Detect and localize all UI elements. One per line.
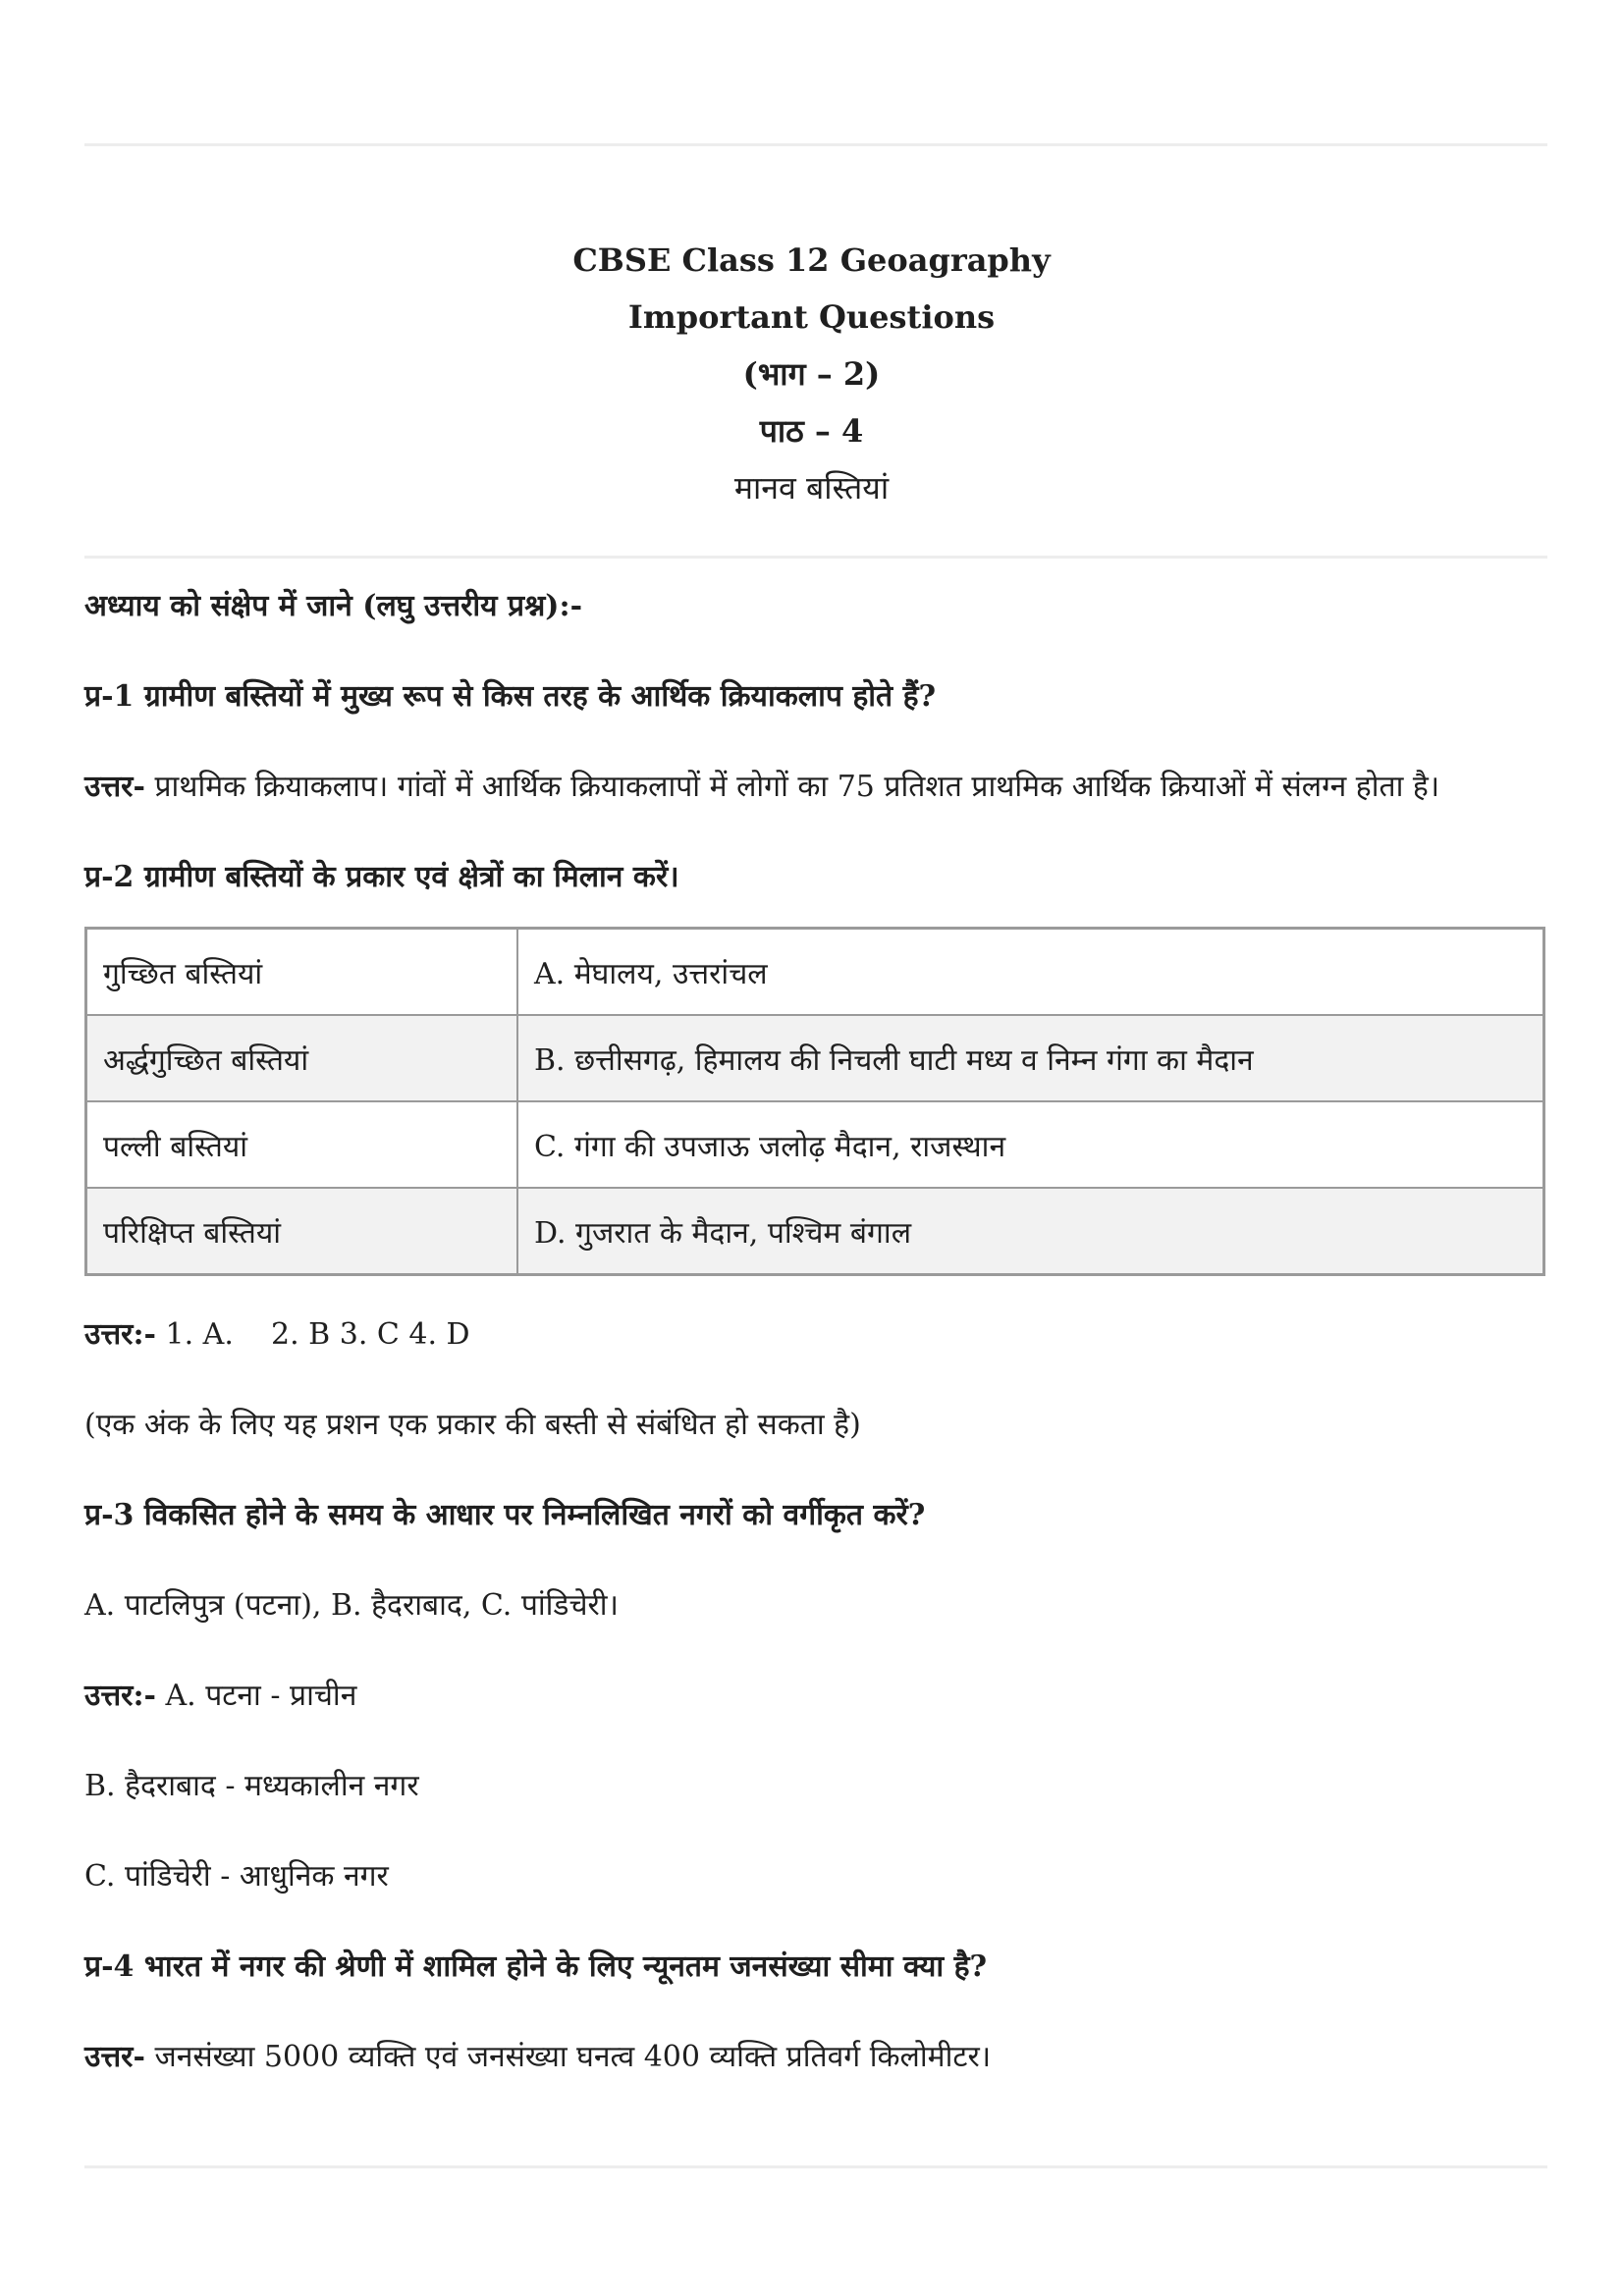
question-4: प्र-4 भारत में नगर की श्रेणी में शामिल होने के लिए न्यूनतम जनसंख्या सीमा क्या है? [84,1949,988,1984]
answer-1 [84,768,1547,807]
document-body [84,587,1547,2077]
answer-2-note: (एक अंक के लिए यह प्रशन एक प्रकार की बस्ती से संबंधित हो सकता है) [84,1408,861,1442]
question-3: प्र-3 विकसित होने के समय के आधार पर निम्नलिखित नगरों को वर्गीकृत करें? [84,1498,926,1532]
table-cell-settlement: अर्द्धगुच्छित बस्तियां [86,1015,518,1101]
header-part: (भाग – 2) [742,355,881,393]
match-table [84,927,1545,1276]
answer-label: उत्तर:- [84,1317,156,1352]
table-cell-settlement: गुच्छित बस्तियां [86,929,518,1016]
answer-3 [84,1677,1547,1716]
bottom-divider [84,2165,1547,2168]
answer-1-text: प्राथमिक क्रियाकलाप। गांवों में आर्थिक क्रियाकलापों में लोगों का 75 प्रतिशत प्राथमिक आर्थिक क्रियाओं में संलग्न होता है। [144,770,1440,804]
answer-label: उत्तर:- [84,1679,156,1713]
header-subtitle: Important Questions [627,298,996,336]
table-cell-settlement: पल्ली बस्तियां [86,1101,518,1188]
header-lesson: पाठ – 4 [759,412,864,450]
question-2: प्र-2 ग्रामीण बस्तियों के प्रकार एवं क्षेत्रों का मिलान करें। [84,860,679,894]
table-cell-region: B. छत्तीसगढ़, हिमालय की निचली घाटी मध्य व निम्न गंगा का मैदान [517,1015,1544,1101]
answer-2 [84,1315,1547,1355]
section-intro: अध्याय को संक्षेप में जाने (लघु उत्तरीय प्रश्न):- [84,589,583,623]
table-row [86,1015,1544,1101]
answer-4-text: जनसंख्या 5000 व्यक्ति एवं जनसंख्या घनत्व 400 व्यक्ति प्रतिवर्ग किलोमीटर। [144,2040,992,2074]
table-cell-region: A. मेघालय, उत्तरांचल [517,929,1544,1016]
answer-2-text: 1. A. 2. B 3. C 4. D [155,1317,470,1352]
table-row [86,929,1544,1016]
table-cell-region: C. गंगा की उपजाऊ जलोढ़ मैदान, राजस्थान [517,1101,1544,1188]
answer-3-c: C. पांडिचेरी - आधुनिक नगर [84,1859,389,1894]
question-3-options: A. पाटलिपुत्र (पटना), B. हैदराबाद, C. पांडिचेरी। [84,1588,619,1623]
answer-3-b: B. हैदराबाद - मध्यकालीन नगर [84,1769,419,1803]
table-cell-region: D. गुजरात के मैदान, पश्चिम बंगाल [517,1188,1544,1275]
table-row [86,1101,1544,1188]
answer-label: उत्तर- [84,770,145,804]
answer-4 [84,2038,1547,2077]
top-divider [84,143,1547,146]
answer-3-a: A. पटना - प्राचीन [155,1679,357,1713]
answer-label: उत्तर- [84,2040,145,2074]
table-row [86,1188,1544,1275]
table-cell-settlement: परिक्षिप्त बस्तियां [86,1188,518,1275]
header-divider [84,556,1547,559]
document-header [0,232,1623,516]
header-course: CBSE Class 12 Geoagraphy [572,241,1051,279]
question-1: प्र-1 ग्रामीण बस्तियों में मुख्य रूप से किस तरह के आर्थिक क्रियाकलाप होते हैं? [84,679,937,714]
header-chapter-title: मानव बस्तियां [733,469,890,507]
